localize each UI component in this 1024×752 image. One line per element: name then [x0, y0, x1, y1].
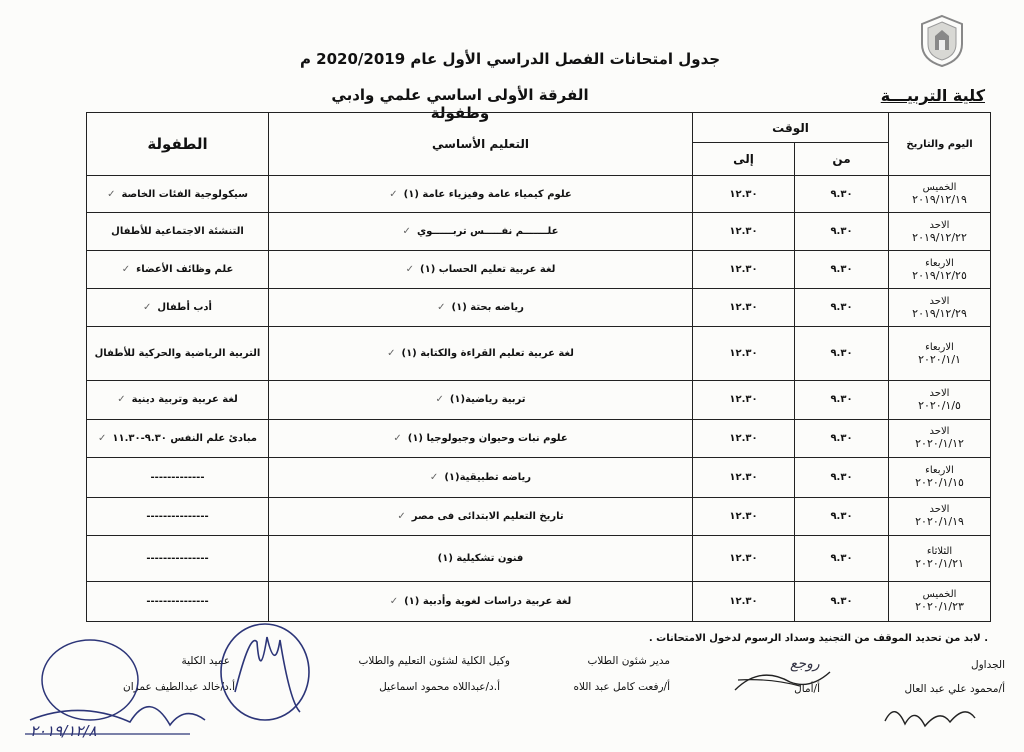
check-mark-icon: ✓	[107, 188, 116, 200]
schedules-name-2: أ/أمال	[794, 683, 820, 695]
row-childhood-subject: ---------------	[146, 510, 209, 522]
row-date: ٢٠٢٠/١/١٢	[915, 437, 964, 451]
row-time-to: ١٢.٣٠	[693, 581, 795, 621]
row-time-from: ٩.٣٠	[795, 327, 889, 381]
row-time-from: ٩.٣٠	[795, 419, 889, 457]
check-mark-icon: ✓	[435, 394, 444, 406]
row-day: الاحد	[929, 426, 950, 438]
row-day: الاحد	[929, 219, 950, 231]
header-time: الوقت	[693, 113, 889, 143]
row-time-to: ١٢.٣٠	[693, 327, 795, 381]
row-time-to: ١٢.٣٠	[693, 497, 795, 535]
row-time-to: ١٢.٣٠	[693, 251, 795, 289]
row-date: ٢٠١٩/١٢/٢٥	[912, 268, 967, 282]
row-basic-subject: علوم كيمياء عامة وفيزياء عامة (١)	[403, 188, 572, 200]
check-mark-icon: ✓	[437, 302, 446, 314]
row-basic-subject: لغة عربية تعليم القراءة والكتابة (١)	[401, 348, 574, 360]
row-childhood-subject: علم وظائف الأعضاء	[136, 264, 234, 276]
row-basic-subject: رياضه بحتة (١)	[451, 302, 524, 314]
row-childhood-subject: سيكولوجية الفئات الخاصة	[121, 188, 248, 200]
row-time-from: ٩.٣٠	[795, 535, 889, 581]
check-mark-icon: ✓	[387, 348, 396, 360]
row-day: الاربعاء	[925, 257, 954, 269]
vice-dean-label: وكيل الكلية لشئون التعليم والطلاب	[358, 655, 510, 667]
page-subtitle: الفرقة الأولى اساسي علمي وادبي وطفولة	[331, 86, 589, 122]
table-row	[87, 497, 991, 535]
student-affairs-name: أ/رفعت كامل عبد اللاه	[573, 681, 670, 693]
check-mark-icon: ✓	[397, 510, 406, 522]
table-row	[87, 289, 991, 327]
header-childhood: الطفولة	[87, 113, 269, 176]
row-day: الخميس	[922, 182, 957, 194]
row-day: الاربعاء	[925, 465, 954, 477]
table-row	[87, 419, 991, 457]
check-mark-icon: ✓	[117, 394, 126, 406]
check-mark-icon: ✓	[98, 432, 107, 444]
row-time-to: ١٢.٣٠	[693, 381, 795, 419]
header-from: من	[795, 143, 889, 176]
row-time-to: ١٢.٣٠	[693, 176, 795, 213]
row-basic-subject: لغة عربية تعليم الحساب (١)	[420, 264, 556, 276]
row-date: ٢٠٢٠/١/٢٣	[915, 600, 964, 614]
row-time-to: ١٢.٣٠	[693, 419, 795, 457]
row-childhood-subject: ---------------	[146, 595, 209, 607]
row-date: ٢٠١٩/١٢/١٩	[912, 193, 967, 207]
footer-note: . لابد من تحديد الموقف من التجنيد وسداد الرسوم لدخول الامتحانات .	[648, 633, 988, 644]
row-date: ٢٠٢٠/١/٥	[918, 398, 961, 412]
check-mark-icon: ✓	[389, 595, 399, 607]
row-time-to: ١٢.٣٠	[693, 457, 795, 497]
row-basic-subject: رياضه تطبيقية(١)	[444, 471, 532, 483]
check-mark-icon: ✓	[429, 471, 439, 483]
exam-schedule-table	[86, 112, 991, 622]
check-mark-icon: ✓	[389, 188, 398, 200]
row-time-from: ٩.٣٠	[795, 176, 889, 213]
university-seal-icon	[918, 14, 966, 68]
header-basic-education: التعليم الأساسي	[269, 113, 693, 176]
row-basic-subject: لغة عربية دراسات لغوية وأدبية (١)	[404, 595, 572, 607]
row-time-from: ٩.٣٠	[795, 381, 889, 419]
row-date: ٢٠٢٠/١/١٩	[915, 515, 964, 529]
row-childhood-subject: ---------------	[146, 552, 209, 564]
row-time-from: ٩.٣٠	[795, 581, 889, 621]
check-mark-icon: ✓	[393, 432, 402, 444]
handwritten-date: ٢٠١٩/١٢/٨	[30, 722, 97, 740]
row-childhood-subject: التنشئة الاجتماعية للأطفال	[111, 226, 244, 238]
row-date: ٢٠١٩/١٢/٢٩	[912, 306, 967, 320]
row-day: الخميس	[922, 589, 957, 601]
header-day-date: اليوم والتاريخ	[889, 113, 991, 176]
review-handwritten: روجع	[790, 656, 820, 672]
student-affairs-label: مدير شئون الطلاب	[587, 655, 670, 667]
table-row	[87, 176, 991, 213]
row-date: ٢٠٢٠/١/١	[918, 352, 961, 366]
row-date: ٢٠٢٠/١/٢١	[915, 557, 964, 571]
check-mark-icon: ✓	[405, 264, 414, 276]
row-day: الاحد	[929, 387, 950, 399]
row-basic-subject: علـــــــم نفـــــس تربــــــوي	[416, 226, 559, 238]
check-mark-icon: ✓	[402, 226, 411, 238]
row-day: الثلاثاء	[926, 546, 953, 558]
header-to: إلى	[693, 143, 795, 176]
row-time-from: ٩.٣٠	[795, 497, 889, 535]
row-day: الاربعاء	[925, 341, 954, 353]
row-date: ٢٠٢٠/١/١٥	[915, 476, 964, 490]
schedule-body	[87, 176, 991, 622]
table-row	[87, 457, 991, 497]
page-title: جدول امتحانات الفصل الدراسي الأول عام 2020/2019 م	[299, 50, 721, 68]
table-row	[87, 327, 991, 381]
schedules-signature-icon	[730, 660, 840, 700]
row-time-from: ٩.٣٠	[795, 457, 889, 497]
row-childhood-subject: التربية الرياضية والحركية للأطفال	[94, 348, 261, 360]
table-row	[87, 251, 991, 289]
faculty-name: كلية التربيـــة	[880, 86, 985, 105]
row-time-to: ١٢.٣٠	[693, 289, 795, 327]
dean-signature-icon	[20, 630, 220, 742]
row-day: الاحد	[929, 295, 950, 307]
table-row	[87, 535, 991, 581]
row-time-from: ٩.٣٠	[795, 213, 889, 251]
schedules-name-signature-icon	[880, 696, 980, 736]
row-basic-subject: علوم نبات وحيوان وجيولوجيا (١)	[407, 432, 568, 444]
row-basic-subject: فنون تشكيلية (١)	[437, 552, 524, 564]
row-childhood-subject: أدب أطفال	[157, 302, 212, 314]
row-day: الاحد	[929, 504, 950, 516]
check-mark-icon: ✓	[121, 264, 131, 276]
vice-dean-name: أ.د/عبداللاه محمود اسماعيل	[379, 681, 500, 693]
vice-dean-signature-icon	[205, 612, 325, 730]
row-time-from: ٩.٣٠	[795, 251, 889, 289]
row-date: ٢٠١٩/١٢/٢٢	[912, 230, 967, 244]
row-time-from: ٩.٣٠	[795, 289, 889, 327]
table-row	[87, 213, 991, 251]
check-mark-icon: ✓	[143, 302, 152, 314]
table-row	[87, 381, 991, 419]
row-time-to: ١٢.٣٠	[693, 535, 795, 581]
row-time-to: ١٢.٣٠	[693, 213, 795, 251]
row-childhood-subject: لغة عربية وتربية دينية	[131, 394, 238, 406]
dean-name: أ.د/خالد عبدالطيف عمران	[122, 681, 235, 693]
schedules-label: الجداول	[970, 659, 1005, 671]
row-basic-subject: تربية رياضية(١)	[449, 394, 526, 406]
row-childhood-subject: -------------	[150, 471, 205, 483]
row-childhood-subject: مبادئ علم النفس ٩.٣٠-١١.٣٠	[112, 432, 257, 444]
dean-label: عميد الكلية	[181, 655, 230, 667]
row-basic-subject: تاريخ التعليم الابتدائى فى مصر	[411, 510, 564, 522]
schedules-name: أ/محمود علي عبد العال	[904, 683, 1005, 695]
